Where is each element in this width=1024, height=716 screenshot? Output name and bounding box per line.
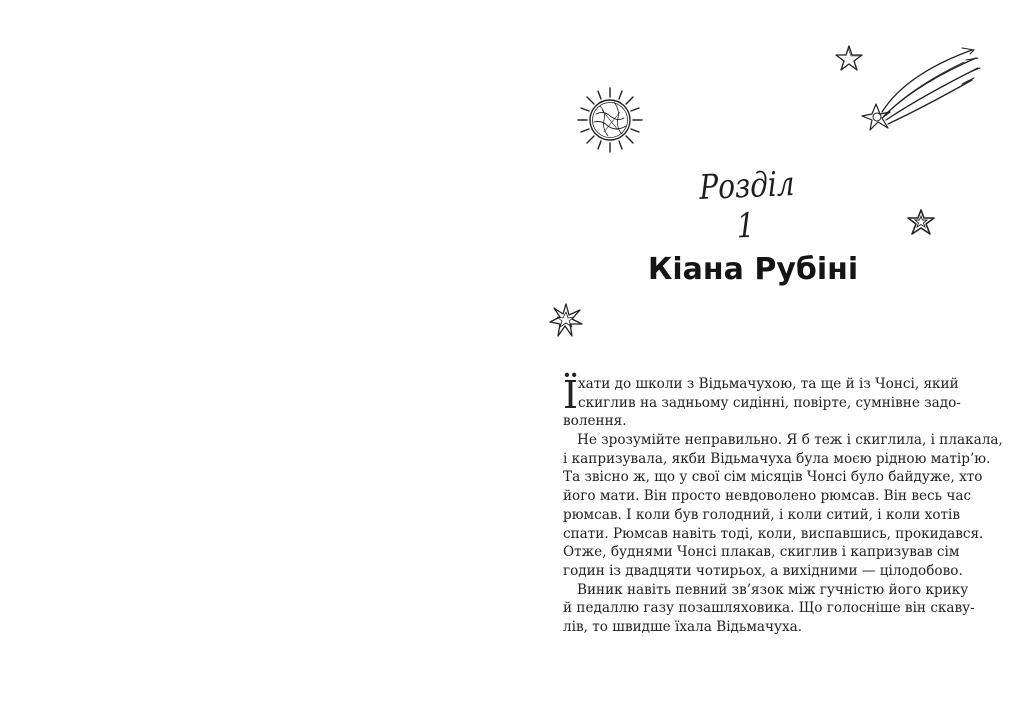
comet-icon (856, 44, 982, 136)
chapter-number: Розділ 1 (698, 163, 796, 247)
text-line: Не зрозумійте неправильно. Я б теж і скиглила, і плакала, (577, 432, 1003, 449)
text-line: й педаллю газу позашляховика. Що голосніше він скаву- (563, 600, 975, 617)
text-line: Виник навіть певний зв’язок між гучністю його крику (577, 581, 969, 598)
drop-cap: Ї (563, 373, 579, 417)
star-icon (906, 208, 936, 236)
text-line: скиглив на задньому сидінні, повірте, сумнівне задо- (578, 394, 961, 411)
text-line: годин із двадцяти чотирьох, а вихідними — цілодобово. (563, 562, 963, 579)
text-line: рюмсав. І коли був голодний, і коли ситий, і коли хотів (563, 506, 961, 523)
text-line: Отже, буднями Чонсі плакав, скиглив і капризував сім (563, 544, 960, 561)
star-icon (548, 302, 584, 338)
chapter-title: Кіана Рубіні (647, 252, 859, 287)
chapter-body (563, 373, 1003, 637)
text-line: лів, то швидше їхала Відьмачуха. (563, 618, 803, 635)
text-line: Та звісно ж, що у свої сім місяців Чонсі було байдуже, хто (563, 469, 983, 486)
text-line: спати. Рюмсав навіть тоді, коли, виспавшись, прокидався. (563, 525, 984, 542)
text-line: хати до школи з Відьмачухою, та ще й із Чонсі, який (578, 376, 959, 392)
text-line: і капризувала, якби Відьмачуха була моєю рідною матір’ю. (563, 450, 991, 467)
text-line: його мати. Він просто невдоволено рюмсав. Він весь час (563, 488, 972, 505)
sun-icon (574, 84, 646, 156)
text-line: волення. (563, 413, 627, 430)
